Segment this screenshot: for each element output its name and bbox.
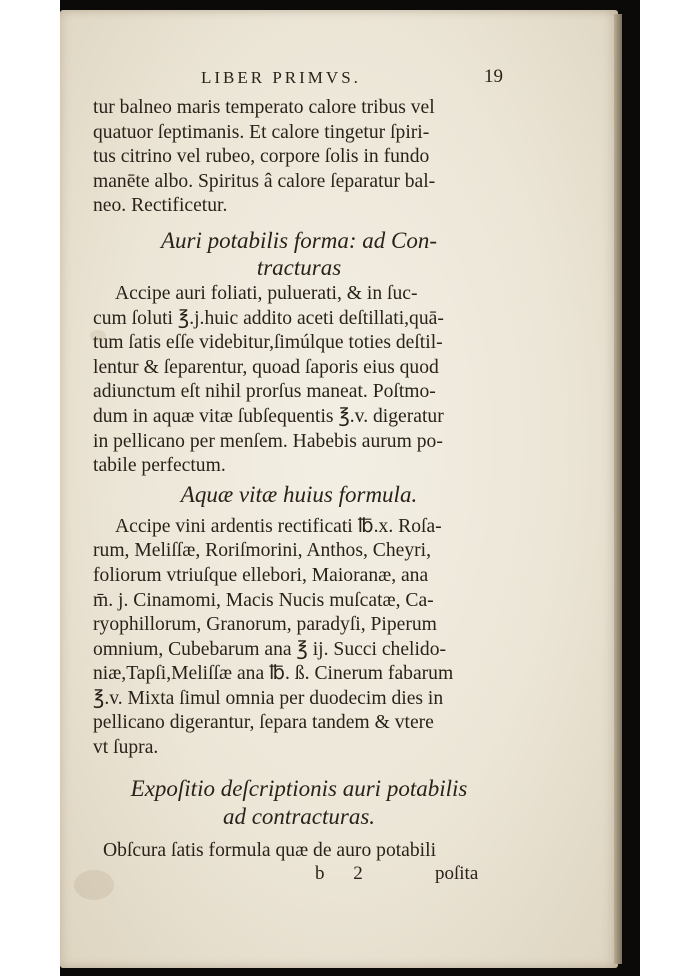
text-line: omnium, Cubebarum ana ℥ ij. Succi chelido-: [93, 638, 447, 660]
text-line: quatuor ſeptimanis. Et calore tingetur ſpiri-: [93, 121, 430, 143]
paragraph-3: [93, 515, 505, 761]
text-line: rum, Meliſſæ, Roriſmorini, Anthos, Cheyri,: [93, 540, 431, 562]
text-line: tus citrino vel rubeo, corpore ſolis in fundo: [93, 146, 430, 168]
heading-line: ad contracturas.: [222, 803, 376, 829]
page-text: [93, 66, 505, 889]
heading-line: Auri potabilis forma: ad Con-: [160, 227, 437, 253]
text-line: neo. Rectificetur.: [93, 195, 228, 217]
text-line: adiunctum eſt nihil prorſus maneat. Poſtmo-: [93, 381, 436, 403]
text-line: ryophillorum, Granorum, paradyſi, Piperum: [93, 614, 437, 636]
paragraph-1: [93, 96, 505, 219]
text-line: Accipe auri foliati, puluerati, & in ſuc-: [115, 282, 418, 304]
catchword: poſita: [435, 863, 479, 885]
paragraph-4: [93, 839, 505, 864]
heading-line: tracturas: [256, 254, 342, 280]
text-line: dum in aquæ vitæ ſubſequentis ℥.v. digeratur: [93, 405, 444, 427]
text-line: ℥.v. Mixta ſimul omnia per duodecim dies in: [93, 687, 444, 709]
section-heading-expositio: [93, 775, 505, 831]
text-line: niæ,Tapſi,Meliſſæ ana ℔. ß. Cinerum fabarum: [93, 663, 454, 685]
running-head-title: LIBER PRIMVS.: [201, 68, 361, 87]
page-footer: [93, 863, 505, 889]
running-head: [93, 66, 505, 90]
text-line: tum ſatis eſſe videbitur,ſimúlque toties deſtil-: [93, 332, 443, 354]
text-line: tur balneo maris temperato calore tribus vel: [93, 97, 435, 118]
text-line: manēte albo. Spiritus â calore ſeparatur bal-: [93, 170, 436, 192]
text-line: tabile perfectum.: [93, 455, 226, 477]
paragraph-2: [93, 282, 505, 479]
text-line: Accipe vini ardentis rectificati ℔.x. Roſa-: [115, 515, 442, 537]
text-line: foliorum vtriuſque ellebori, Maioranæ, ana: [93, 564, 429, 586]
text-line: Obſcura ſatis formula quæ de auro potabili: [103, 839, 437, 861]
section-heading-aquae-vitae: Aquæ vitæ huius formula.: [180, 481, 418, 507]
section-heading-auri-potabilis: [93, 227, 505, 282]
heading-line: Expoſitio deſcriptionis auri potabilis: [130, 775, 468, 801]
text-line: vt ſupra.: [93, 737, 159, 759]
text-line: in pellicano per menſem. Habebis aurum po-: [93, 430, 443, 452]
text-line: m̄. j. Cinamomi, Macis Nucis muſcatæ, Ca-: [93, 589, 434, 611]
page-edge: [614, 14, 622, 964]
page-number: 19: [484, 66, 503, 87]
text-line: lentur & ſeparentur, quoad ſaporis eius quod: [93, 356, 439, 378]
signature-mark: b 2: [315, 863, 375, 885]
text-line: pellicano digerantur, ſepara tandem & vtere: [93, 712, 434, 734]
text-line: cum ſoluti ℥.j.huic addito aceti deſtillati,quā-: [93, 307, 444, 329]
